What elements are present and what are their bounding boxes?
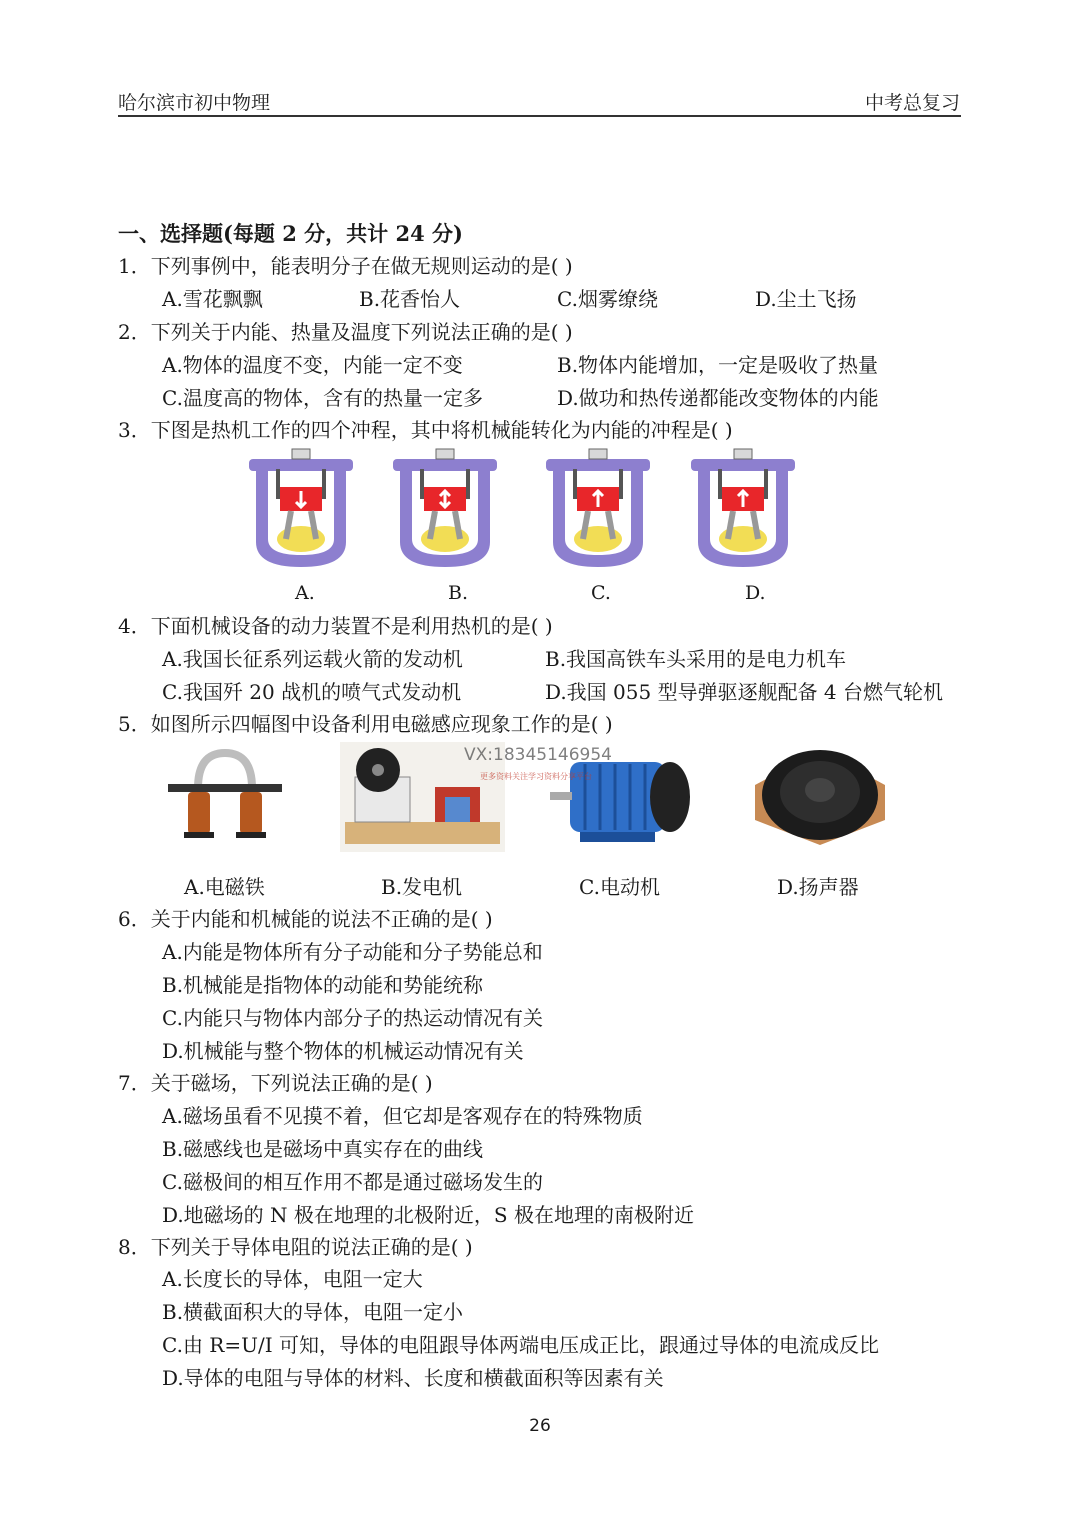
question-1-option-b: B.花香怡人 bbox=[359, 287, 461, 311]
question-5-stem: 5．如图所示四幅图中设备利用电磁感应现象工作的是( ) bbox=[118, 712, 613, 736]
loudspeaker-picture bbox=[745, 740, 895, 850]
electromagnet-picture bbox=[160, 748, 290, 848]
question-2-option-a: A.物体的温度不变，内能一定不变 bbox=[162, 353, 463, 377]
question-7-option-d: D.地磁场的 N 极在地理的北极附近，S 极在地理的南极附近 bbox=[162, 1203, 694, 1227]
question-7-option-c: C.磁极间的相互作用不都是通过磁场发生的 bbox=[162, 1170, 543, 1194]
question-6-option-c: C.内能只与物体内部分子的热运动情况有关 bbox=[162, 1006, 543, 1030]
engine-label-d: D. bbox=[745, 582, 766, 604]
engine-label-a: A. bbox=[295, 582, 315, 604]
question-5-option-b: B.发电机 bbox=[381, 875, 463, 899]
header-divider bbox=[118, 115, 961, 117]
question-2-option-b: B.物体内能增加，一定是吸收了热量 bbox=[557, 353, 879, 377]
section-title: 一、选择题(每题 2 分，共计 24 分) bbox=[118, 221, 463, 246]
question-8-option-a: A.长度长的导体，电阻一定大 bbox=[162, 1267, 423, 1291]
question-4-option-d: D.我国 055 型导弹驱逐舰配备 4 台燃气轮机 bbox=[545, 680, 944, 704]
question-1-option-d: D.尘土飞扬 bbox=[755, 287, 857, 311]
question-7-option-b: B.磁感线也是磁场中真实存在的曲线 bbox=[162, 1137, 484, 1161]
question-5-option-d: D.扬声器 bbox=[777, 875, 859, 899]
question-1-stem: 1．下列事例中，能表明分子在做无规则运动的是( ) bbox=[118, 254, 573, 278]
question-4-option-a: A.我国长征系列运载火箭的发动机 bbox=[162, 647, 463, 671]
question-4-option-c: C.我国歼 20 战机的喷气式发动机 bbox=[162, 680, 462, 704]
question-6-option-b: B.机械能是指物体的动能和势能统称 bbox=[162, 973, 484, 997]
header-right-title: 中考总复习 bbox=[864, 92, 960, 114]
question-4-option-b: B.我国高铁车头采用的是电力机车 bbox=[545, 647, 847, 671]
question-2-option-d: D.做功和热传递都能改变物体的内能 bbox=[557, 386, 879, 410]
question-2-option-c: C.温度高的物体，含有的热量一定多 bbox=[162, 386, 483, 410]
question-4-stem: 4．下面机械设备的动力装置不是利用热机的是( ) bbox=[118, 614, 553, 638]
question-1-option-c: C.烟雾缭绕 bbox=[557, 287, 658, 311]
question-6-stem: 6．关于内能和机械能的说法不正确的是( ) bbox=[118, 907, 493, 931]
engine-stroke-c-diagram bbox=[543, 447, 653, 572]
question-5-option-a: A.电磁铁 bbox=[184, 875, 265, 899]
question-8-option-c: C.由 R=U/I 可知，导体的电阻跟导体两端电压成正比，跟通过导体的电流成反比 bbox=[162, 1333, 879, 1357]
engine-label-c: C. bbox=[591, 582, 611, 604]
question-1-option-a: A.雪花飘飘 bbox=[162, 287, 263, 311]
question-2-stem: 2．下列关于内能、热量及温度下列说法正确的是( ) bbox=[118, 320, 573, 344]
engine-stroke-d-diagram bbox=[688, 447, 798, 572]
watermark-text: VX:18345146954 bbox=[464, 745, 612, 765]
question-3-stem: 3．下图是热机工作的四个冲程，其中将机械能转化为内能的冲程是( ) bbox=[118, 418, 733, 442]
engine-label-b: B. bbox=[448, 582, 469, 604]
question-8-option-d: D.导体的电阻与导体的材料、长度和横截面积等因素有关 bbox=[162, 1366, 664, 1390]
question-5-option-c: C.电动机 bbox=[579, 875, 660, 899]
question-6-option-d: D.机械能与整个物体的机械运动情况有关 bbox=[162, 1039, 524, 1063]
question-6-option-a: A.内能是物体所有分子动能和分子势能总和 bbox=[162, 940, 543, 964]
question-7-option-a: A.磁场虽看不见摸不着，但它却是客观存在的特殊物质 bbox=[162, 1104, 643, 1128]
header-left-title: 哈尔滨市初中物理 bbox=[118, 92, 271, 114]
engine-stroke-a-diagram bbox=[246, 447, 356, 572]
page-number: 26 bbox=[529, 1416, 551, 1436]
engine-stroke-b-diagram bbox=[390, 447, 500, 572]
watermark-subtext: 更多资料关注学习资料分享平台 bbox=[480, 772, 592, 781]
question-7-stem: 7．关于磁场，下列说法正确的是( ) bbox=[118, 1071, 433, 1095]
question-8-stem: 8．下列关于导体电阻的说法正确的是( ) bbox=[118, 1235, 473, 1259]
question-8-option-b: B.横截面积大的导体，电阻一定小 bbox=[162, 1300, 464, 1324]
